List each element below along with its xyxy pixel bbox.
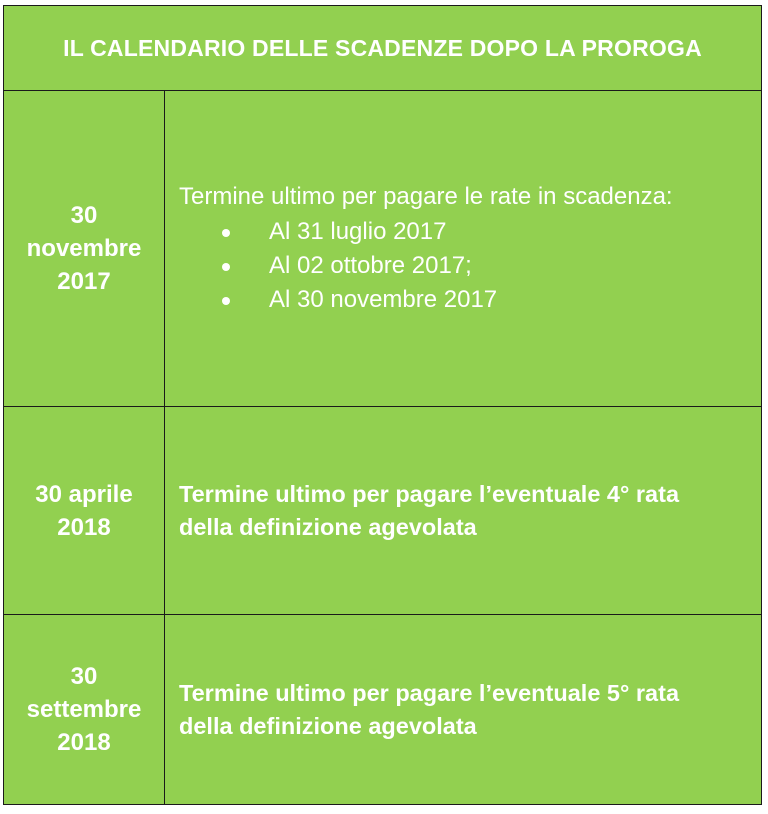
table-title: IL CALENDARIO DELLE SCADENZE DOPO LA PROROGA bbox=[4, 6, 762, 91]
description-line: Termine ultimo per pagare l’eventuale 4° rata bbox=[179, 480, 680, 507]
list-item bbox=[179, 283, 753, 317]
deadline-description-cell bbox=[165, 407, 762, 615]
date-line: 30 bbox=[70, 663, 98, 690]
description-line: Termine ultimo per pagare l’eventuale 5° rata bbox=[179, 679, 680, 706]
list-item bbox=[179, 249, 753, 283]
date-line: 2018 bbox=[57, 729, 111, 756]
description-intro: Termine ultimo per pagare le rate in scadenza: bbox=[179, 183, 673, 210]
table-header-row bbox=[4, 6, 762, 91]
deadline-date-cell bbox=[4, 615, 165, 805]
description-line: della definizione agevolata bbox=[179, 513, 477, 540]
date-line: novembre bbox=[26, 235, 142, 262]
list-item bbox=[179, 215, 753, 249]
deadline-schedule-table bbox=[3, 5, 762, 805]
deadline-date-cell bbox=[4, 407, 165, 615]
bullet-dot-icon bbox=[222, 297, 230, 305]
list-item-text: Al 30 novembre 2017 bbox=[269, 286, 498, 313]
installment-list bbox=[179, 215, 753, 317]
table-row bbox=[4, 91, 762, 407]
list-item-text: Al 02 ottobre 2017; bbox=[269, 252, 472, 279]
deadline-description-cell bbox=[165, 615, 762, 805]
date-line: 2018 bbox=[57, 513, 111, 541]
date-line: 30 aprile bbox=[35, 480, 133, 508]
date-line: 2017 bbox=[57, 268, 111, 295]
deadline-date-cell bbox=[4, 91, 165, 407]
description-line: della definizione agevolata bbox=[179, 712, 477, 739]
date-line: 30 bbox=[70, 202, 98, 229]
table-row bbox=[4, 615, 762, 805]
list-item-text: Al 31 luglio 2017 bbox=[269, 218, 447, 245]
bullet-dot-icon bbox=[222, 263, 230, 271]
date-line: settembre bbox=[26, 696, 142, 723]
table-row bbox=[4, 407, 762, 615]
deadline-description-cell bbox=[165, 91, 762, 407]
bullet-dot-icon bbox=[222, 229, 230, 237]
